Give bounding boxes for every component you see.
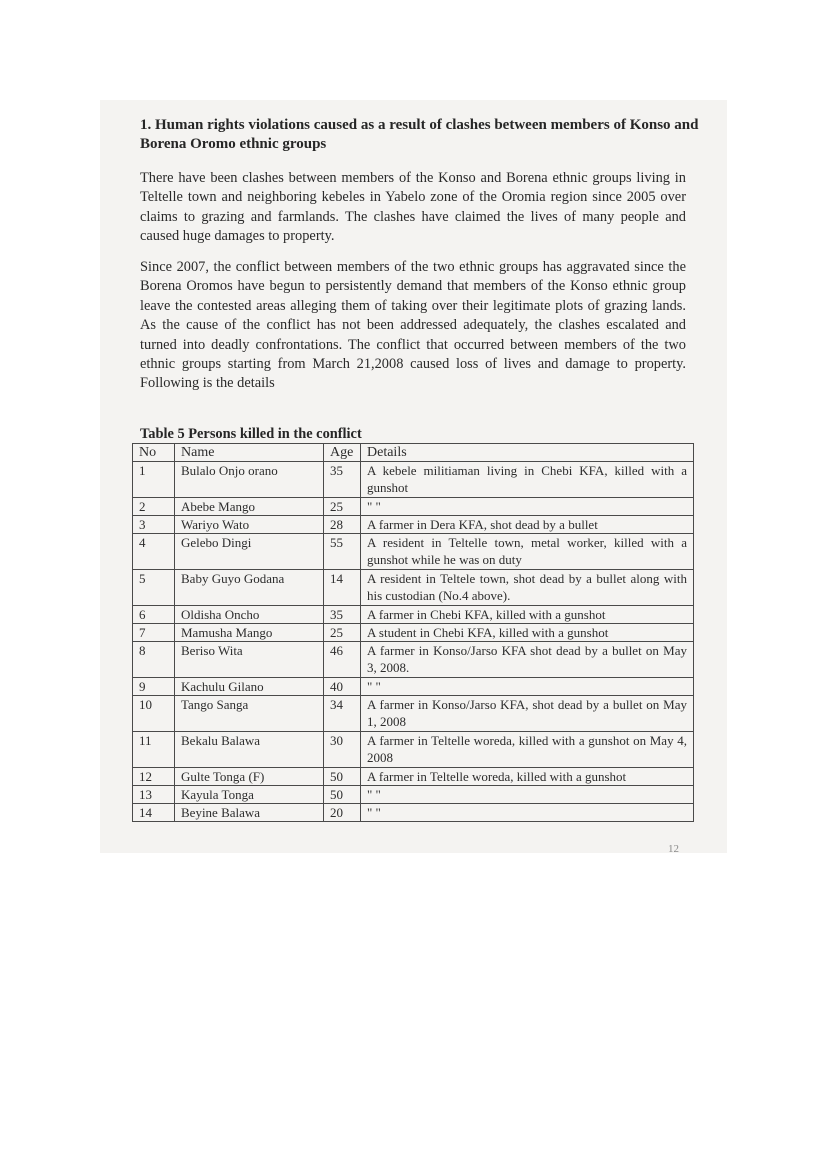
- row-details: A farmer in Teltelle woreda, killed with a gunshot: [361, 768, 694, 786]
- table-row: [133, 516, 694, 534]
- row-name: Kachulu Gilano: [175, 678, 324, 696]
- row-age: 55: [324, 534, 361, 570]
- row-no: 11: [133, 732, 175, 768]
- table-row: [133, 498, 694, 516]
- row-no: 9: [133, 678, 175, 696]
- row-age: 50: [324, 768, 361, 786]
- row-age: 50: [324, 786, 361, 804]
- row-age: 14: [324, 570, 361, 606]
- row-no: 12: [133, 768, 175, 786]
- row-age: 40: [324, 678, 361, 696]
- row-no: 13: [133, 786, 175, 804]
- row-details: A farmer in Chebi KFA, killed with a gunshot: [361, 606, 694, 624]
- row-no: 10: [133, 696, 175, 732]
- row-name: Bulalo Onjo orano: [175, 462, 324, 498]
- header-age: Age: [324, 444, 361, 462]
- row-name: Abebe Mango: [175, 498, 324, 516]
- row-no: 7: [133, 624, 175, 642]
- table-row: [133, 462, 694, 498]
- row-age: 35: [324, 462, 361, 498]
- row-name: Beriso Wita: [175, 642, 324, 678]
- row-name: Wariyo Wato: [175, 516, 324, 534]
- table-row: [133, 534, 694, 570]
- row-age: 25: [324, 498, 361, 516]
- row-details: A resident in Teltele town, shot dead by a bullet along with his custodian (No.4 above).: [361, 570, 694, 606]
- table-header-row: [133, 444, 694, 462]
- table-row: [133, 678, 694, 696]
- row-age: 30: [324, 732, 361, 768]
- row-no: 4: [133, 534, 175, 570]
- row-age: 28: [324, 516, 361, 534]
- row-age: 34: [324, 696, 361, 732]
- row-details: A farmer in Teltelle woreda, killed with a gunshot on May 4, 2008: [361, 732, 694, 768]
- paragraph-clashes-background: There have been clashes between members of the Konso and Borena ethnic groups living in Teltelle town and neighboring kebeles in Yabelo zone of the Oromia region since 2005 over claims to grazing and farmlands. The clashes have claimed the lives of many people and caused huge damages to property.: [140, 170, 686, 245]
- table-row: [133, 570, 694, 606]
- row-details: " ": [361, 498, 694, 516]
- row-no: 14: [133, 804, 175, 822]
- row-details: A resident in Teltelle town, metal worker, killed with a gunshot while he was on duty: [361, 534, 694, 570]
- row-no: 2: [133, 498, 175, 516]
- table-row: [133, 642, 694, 678]
- row-name: Gulte Tonga (F): [175, 768, 324, 786]
- table-row: [133, 624, 694, 642]
- row-details: " ": [361, 678, 694, 696]
- row-details: A farmer in Konso/Jarso KFA, shot dead by a bullet on May 1, 2008: [361, 696, 694, 732]
- row-details: " ": [361, 804, 694, 822]
- row-no: 5: [133, 570, 175, 606]
- section-heading: 1. Human rights violations caused as a result of clashes between members of Konso and Borena Oromo ethnic groups: [140, 117, 699, 152]
- row-no: 8: [133, 642, 175, 678]
- row-no: 1: [133, 462, 175, 498]
- table-row: [133, 696, 694, 732]
- header-details: Details: [361, 444, 694, 462]
- row-name: Tango Sanga: [175, 696, 324, 732]
- row-name: Mamusha Mango: [175, 624, 324, 642]
- row-name: Gelebo Dingi: [175, 534, 324, 570]
- row-details: A farmer in Dera KFA, shot dead by a bullet: [361, 516, 694, 534]
- persons-killed-table: [132, 443, 694, 822]
- table-row: [133, 732, 694, 768]
- table-row: [133, 786, 694, 804]
- table-row: [133, 768, 694, 786]
- row-age: 25: [324, 624, 361, 642]
- row-age: 20: [324, 804, 361, 822]
- row-no: 6: [133, 606, 175, 624]
- header-name: Name: [175, 444, 324, 462]
- row-details: " ": [361, 786, 694, 804]
- table-row: [133, 804, 694, 822]
- table-row: [133, 606, 694, 624]
- row-age: 35: [324, 606, 361, 624]
- row-name: Baby Guyo Godana: [175, 570, 324, 606]
- row-name: Beyine Balawa: [175, 804, 324, 822]
- header-no: No: [133, 444, 175, 462]
- table-caption: Table 5 Persons killed in the conflict: [140, 426, 362, 442]
- page-number: 12: [668, 843, 679, 855]
- paragraph-conflict-escalation: Since 2007, the conflict between members of the two ethnic groups has aggravated since the Borena Oromos have begun to persistently demand that members of the Konso ethnic group leave the contested areas alleging them of taking over their legitimate plots of grazing lands. As the cause of the conflict has not been addressed adequately, the clashes escalated and turned into deadly confrontations. The conflict that occurred between members of the two ethnic groups starting from March 21,2008 caused loss of lives and damage to property. Following is the details: [140, 259, 686, 392]
- row-name: Oldisha Oncho: [175, 606, 324, 624]
- row-name: Kayula Tonga: [175, 786, 324, 804]
- row-age: 46: [324, 642, 361, 678]
- row-details: A farmer in Konso/Jarso KFA shot dead by a bullet on May 3, 2008.: [361, 642, 694, 678]
- row-details: A kebele militiaman living in Chebi KFA, killed with a gunshot: [361, 462, 694, 498]
- row-details: A student in Chebi KFA, killed with a gunshot: [361, 624, 694, 642]
- row-no: 3: [133, 516, 175, 534]
- row-name: Bekalu Balawa: [175, 732, 324, 768]
